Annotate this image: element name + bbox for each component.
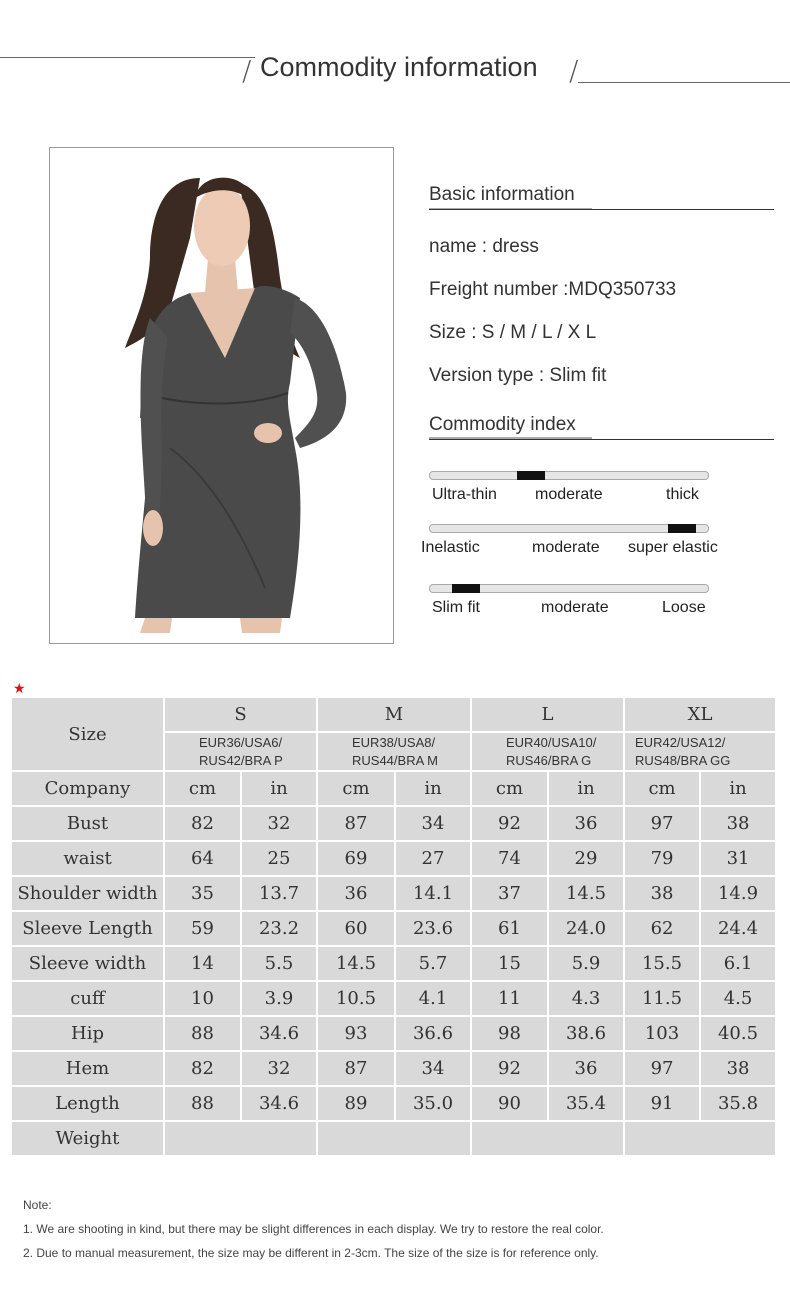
table-row [11, 841, 776, 876]
table-cell: 32 [241, 1051, 317, 1086]
table-cell: 92 [471, 1051, 548, 1086]
table-cell: 97 [624, 1051, 700, 1086]
table-cell: 92 [471, 806, 548, 841]
table-cell: 34 [395, 1051, 471, 1086]
table-row-weight [11, 1121, 776, 1156]
table-row [11, 981, 776, 1016]
table-cell: 36.6 [395, 1016, 471, 1051]
table-cell: 27 [395, 841, 471, 876]
table-row [11, 1051, 776, 1086]
unit-cm: cm [624, 771, 700, 806]
table-cell: 89 [317, 1086, 395, 1121]
table-cell: 14.1 [395, 876, 471, 911]
table-cell: 87 [317, 1051, 395, 1086]
unit-in: in [241, 771, 317, 806]
elasticity-indicator [668, 524, 696, 533]
table-cell: 35.4 [548, 1086, 624, 1121]
table-cell: 36 [548, 1051, 624, 1086]
table-row [11, 806, 776, 841]
size-header-label: Size [11, 697, 164, 771]
row-label: Sleeve width [11, 946, 164, 981]
table-cell: 3.9 [241, 981, 317, 1016]
basic-info-title: Basic information [429, 184, 575, 205]
table-cell: 29 [548, 841, 624, 876]
row-label: Sleeve Length [11, 911, 164, 946]
star-icon: ★ [13, 680, 26, 696]
table-cell: 37 [471, 876, 548, 911]
table-cell: 36 [317, 876, 395, 911]
note-title: Note: [23, 1198, 52, 1212]
fit-label-high: Loose [662, 599, 706, 616]
elasticity-label-high: super elastic [628, 539, 718, 556]
table-cell: 82 [164, 1051, 241, 1086]
size-l-codes: EUR40/USA10/ RUS46/BRA G [471, 732, 624, 771]
thickness-label-low: Ultra-thin [432, 486, 497, 503]
table-cell: 91 [624, 1086, 700, 1121]
size-xl-codes: EUR42/USA12/ RUS48/BRA GG [624, 732, 776, 771]
table-cell: 40.5 [700, 1016, 776, 1051]
unit-in: in [395, 771, 471, 806]
table-cell: 31 [700, 841, 776, 876]
model-illustration [50, 148, 393, 643]
table-cell [317, 1121, 471, 1156]
table-cell: 38.6 [548, 1016, 624, 1051]
table-cell: 79 [624, 841, 700, 876]
table-cell: 98 [471, 1016, 548, 1051]
table-cell: 88 [164, 1016, 241, 1051]
table-cell: 10 [164, 981, 241, 1016]
table-cell: 64 [164, 841, 241, 876]
table-cell: 11 [471, 981, 548, 1016]
row-label: Hem [11, 1051, 164, 1086]
size-l-header: L [471, 697, 624, 732]
size-s-header: S [164, 697, 317, 732]
table-cell: 34.6 [241, 1086, 317, 1121]
row-label: waist [11, 841, 164, 876]
table-cell: 35 [164, 876, 241, 911]
table-cell: 35.8 [700, 1086, 776, 1121]
table-cell: 90 [471, 1086, 548, 1121]
table-row [11, 946, 776, 981]
table-cell: 5.7 [395, 946, 471, 981]
table-cell [471, 1121, 624, 1156]
size-xl-header: XL [624, 697, 776, 732]
table-cell: 5.5 [241, 946, 317, 981]
note-line-2: 2. Due to manual measurement, the size may be different in 2-3cm. The size of the size is for reference only. [23, 1246, 599, 1260]
table-cell [164, 1121, 317, 1156]
size-list: Size : S / M / L / X L [429, 322, 597, 343]
table-cell: 14 [164, 946, 241, 981]
table-cell: 24.4 [700, 911, 776, 946]
table-cell: 93 [317, 1016, 395, 1051]
note-line-1: 1. We are shooting in kind, but there may be slight differences in each display. We try to restore the real color. [23, 1222, 604, 1236]
table-cell: 69 [317, 841, 395, 876]
row-label: Hip [11, 1016, 164, 1051]
table-cell: 38 [624, 876, 700, 911]
table-cell: 4.3 [548, 981, 624, 1016]
table-cell: 32 [241, 806, 317, 841]
table-cell: 14.5 [317, 946, 395, 981]
table-cell: 10.5 [317, 981, 395, 1016]
unit-in: in [700, 771, 776, 806]
row-label: cuff [11, 981, 164, 1016]
table-cell: 38 [700, 1051, 776, 1086]
table-cell: 23.2 [241, 911, 317, 946]
product-name: name : dress [429, 236, 539, 257]
size-m-header: M [317, 697, 471, 732]
table-row [11, 911, 776, 946]
table-cell: 6.1 [700, 946, 776, 981]
table-cell: 36 [548, 806, 624, 841]
header-slash-right: / [569, 54, 579, 87]
unit-in: in [548, 771, 624, 806]
table-cell: 15 [471, 946, 548, 981]
header-left-rule [0, 57, 255, 58]
table-cell: 4.5 [700, 981, 776, 1016]
table-cell: 14.9 [700, 876, 776, 911]
table-cell: 34 [395, 806, 471, 841]
thickness-label-mid: moderate [535, 486, 603, 503]
commodity-index-title: Commodity index [429, 414, 576, 435]
size-s-codes: EUR36/USA6/ RUS42/BRA P [164, 732, 317, 771]
fit-label-mid: moderate [541, 599, 609, 616]
unit-cm: cm [471, 771, 548, 806]
header-right-rule [578, 82, 790, 83]
table-cell [624, 1121, 776, 1156]
table-cell: 87 [317, 806, 395, 841]
table-cell: 5.9 [548, 946, 624, 981]
company-label: Company [11, 771, 164, 806]
row-label: Bust [11, 806, 164, 841]
size-m-codes: EUR38/USA8/ RUS44/BRA M [317, 732, 471, 771]
unit-cm: cm [164, 771, 241, 806]
table-cell: 15.5 [624, 946, 700, 981]
thickness-label-high: thick [666, 486, 699, 503]
table-cell: 62 [624, 911, 700, 946]
product-photo [49, 147, 394, 644]
table-cell: 103 [624, 1016, 700, 1051]
size-table [10, 696, 777, 1157]
table-cell: 59 [164, 911, 241, 946]
freight-number: Freight number :MDQ350733 [429, 279, 677, 300]
fit-label-low: Slim fit [432, 599, 480, 616]
elasticity-label-mid: moderate [532, 539, 600, 556]
table-cell: 74 [471, 841, 548, 876]
unit-cm: cm [317, 771, 395, 806]
thickness-bar [429, 471, 709, 480]
page-title: Commodity information [260, 52, 538, 82]
table-cell: 4.1 [395, 981, 471, 1016]
elasticity-bar [429, 524, 709, 533]
table-row [11, 1086, 776, 1121]
thickness-indicator [517, 471, 545, 480]
table-cell: 13.7 [241, 876, 317, 911]
commodity-index-rule [429, 439, 774, 440]
table-cell: 61 [471, 911, 548, 946]
table-cell: 34.6 [241, 1016, 317, 1051]
table-cell: 97 [624, 806, 700, 841]
table-cell: 60 [317, 911, 395, 946]
header-slash-left: / [242, 54, 252, 87]
version-type: Version type : Slim fit [429, 365, 607, 386]
elasticity-label-low: Inelastic [421, 539, 480, 556]
fit-indicator [452, 584, 480, 593]
table-cell: 24.0 [548, 911, 624, 946]
table-cell: 11.5 [624, 981, 700, 1016]
table-cell: 23.6 [395, 911, 471, 946]
table-cell: 38 [700, 806, 776, 841]
table-cell: 88 [164, 1086, 241, 1121]
table-cell: 35.0 [395, 1086, 471, 1121]
basic-info-rule [429, 209, 774, 210]
row-label: Length [11, 1086, 164, 1121]
table-row [11, 876, 776, 911]
table-cell: 14.5 [548, 876, 624, 911]
row-label: Shoulder width [11, 876, 164, 911]
row-label: Weight [11, 1121, 164, 1156]
table-cell: 82 [164, 806, 241, 841]
table-cell: 25 [241, 841, 317, 876]
table-row [11, 1016, 776, 1051]
